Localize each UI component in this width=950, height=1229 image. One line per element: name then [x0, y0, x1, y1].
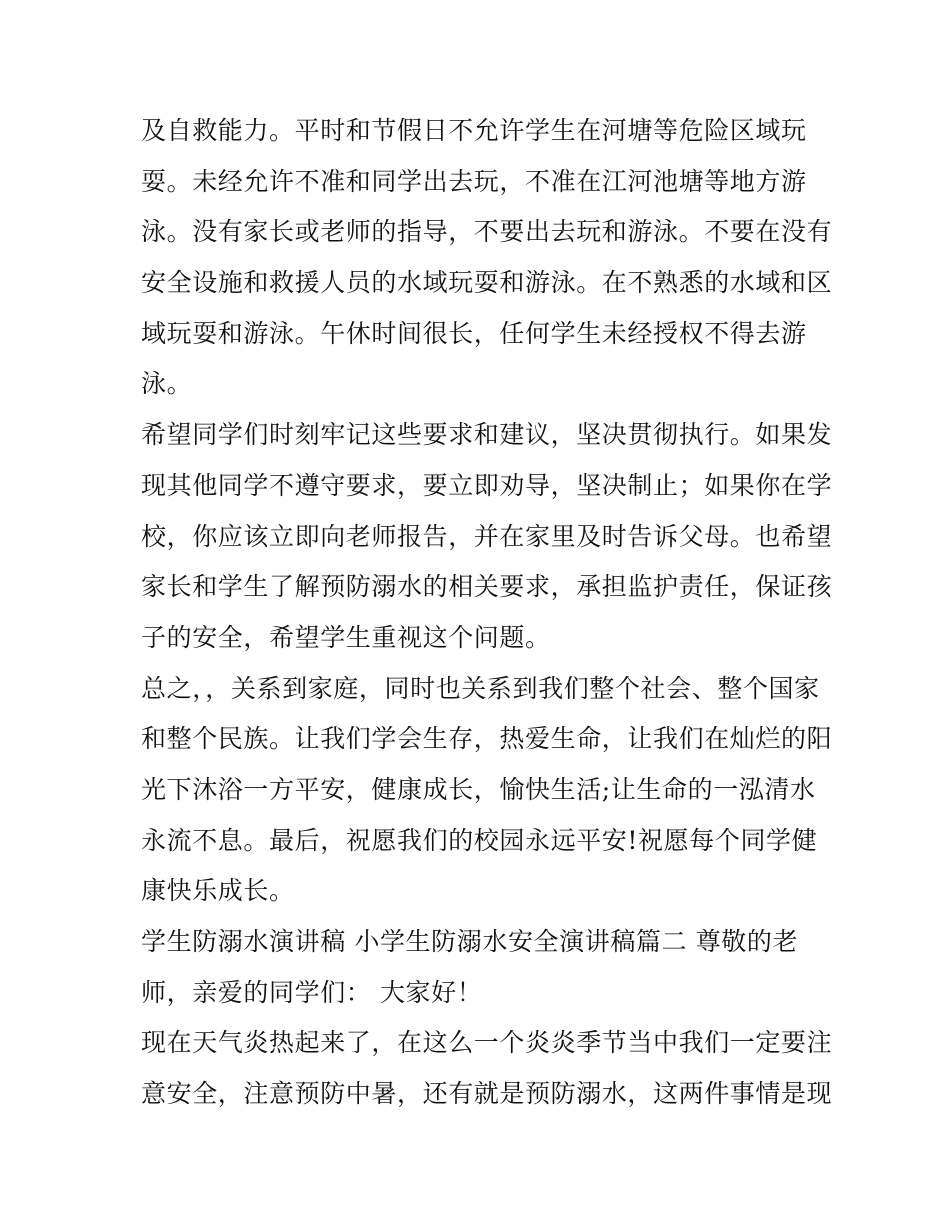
text-line: 和整个民族。让我们学会生存，热爱生命，让我们在灿烂的阳	[141, 724, 833, 754]
text-line: 泳。没有家长或老师的指导，不要出去玩和游泳。不要在没有	[141, 217, 833, 247]
text-line: 永流不息。最后，祝愿我们的校园永远平安!祝愿每个同学健	[141, 825, 818, 855]
section-heading-line: 学生防溺水演讲稿 小学生防溺水安全演讲稿篇二 尊敬的老	[141, 927, 799, 956]
text-line: 安全设施和救援人员的水域玩耍和游泳。在不熟悉的水域和区	[141, 268, 833, 298]
text-line: 希望同学们时刻牢记这些要求和建议，坚决贯彻执行。如果发	[141, 420, 833, 450]
text-line: 耍。未经允许不准和同学出去玩，不准在江河池塘等地方游	[141, 166, 807, 196]
text-line: 现在天气炎热起来了，在这么一个炎炎季节当中我们一定要注	[141, 1028, 833, 1058]
text-line: 光下沐浴一方平安，健康成长，愉快生活;让生命的一泓清水	[141, 774, 816, 804]
text-line: 域玩耍和游泳。午休时间很长，任何学生未经授权不得去游	[141, 318, 807, 348]
text-line: 及自救能力。平时和节假日不允许学生在河塘等危险区域玩	[141, 116, 807, 145]
text-line: 康快乐成长。	[141, 876, 295, 906]
text-line: 子的安全，希望学生重视这个问题。	[141, 622, 551, 652]
text-line: 总之，，关系到家庭，同时也关系到我们整个社会、整个国家	[141, 673, 820, 703]
text-line: 校，你应该立即向老师报告，并在家里及时告诉父母。也希望	[141, 521, 833, 551]
greeting-line: 师，亲爱的同学们： 大家好！	[141, 977, 483, 1007]
text-line: 意安全，注意预防中暑，还有就是预防溺水，这两件事情是现	[141, 1079, 833, 1109]
text-line: 现其他同学不遵守要求，要立即劝导，坚决制止；如果你在学	[141, 470, 833, 500]
document-body	[141, 106, 833, 1120]
text-line: 家长和学生了解预防溺水的相关要求，承担监护责任，保证孩	[141, 572, 833, 602]
text-line: 泳。	[141, 369, 193, 399]
